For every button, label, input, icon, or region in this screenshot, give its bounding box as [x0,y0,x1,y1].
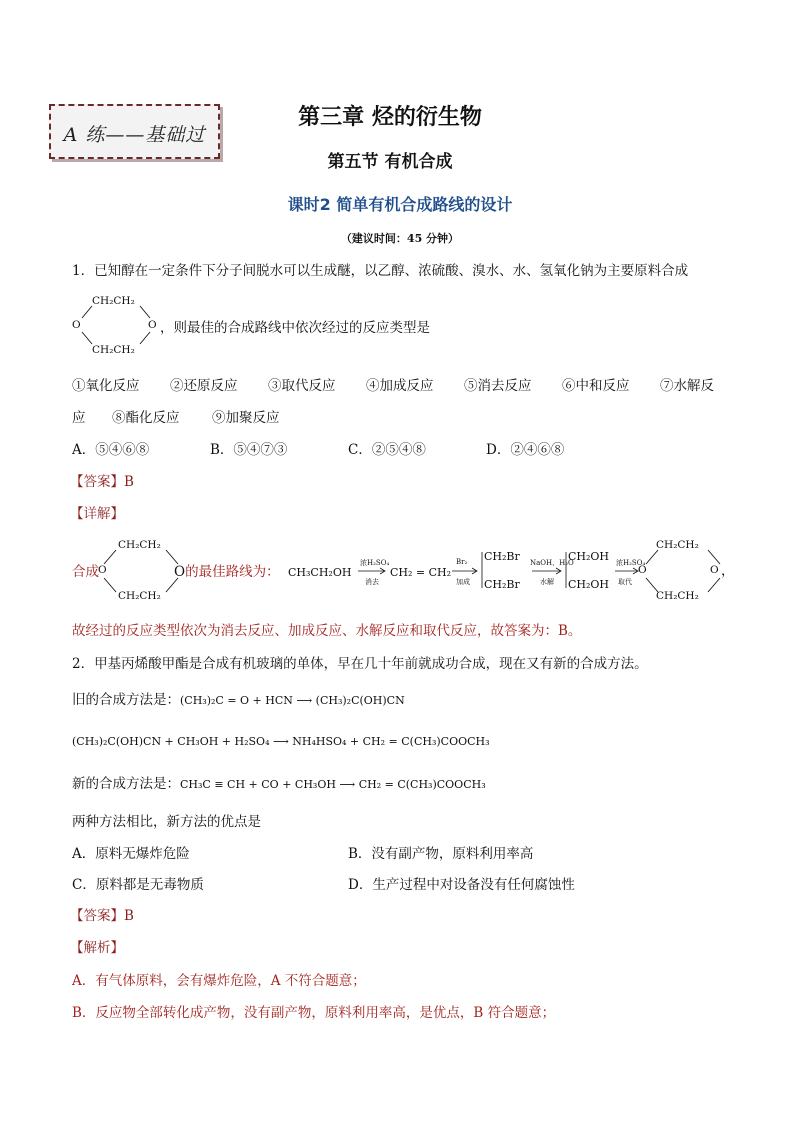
route-ethene: CH₂ = CH₂ [390,566,452,579]
arrow4-bot: 取代 [618,578,632,586]
reaction-item: ①氧化反应 [72,378,140,394]
arrow4-top: 浓H₂SO₄ [616,559,646,567]
q1-conclusion: 故经过的反应类型依次为消去反应、加成反应、水解反应和取代反应，故答案为：B。 [72,623,582,639]
arrow2-bot: 加成 [456,578,470,586]
route-end-comma: ， [721,563,735,579]
arrow4-icon [615,567,639,575]
reaction-item: ④加成反应 [366,378,434,394]
q2-option-a: A．原料无爆炸危险 [72,846,190,862]
route-prefix: 合成 [72,564,99,580]
option-a: A．⑤④⑥⑧ [72,442,150,458]
q1-ether-structure [70,292,160,362]
q2-old-eq2: (CH₃)₂C(OH)CN + CH₃OH + H₂SO₄ ⟶ NH₄HSO₄ + CH₂ = C(CH₃)COOCH₃ [72,735,490,748]
dibromo-top: CH₂Br [484,550,520,563]
arrow3-icon [532,567,562,575]
reaction-item: ⑨加聚反应 [212,410,280,426]
q2-new-method [72,775,486,794]
option-c: C．②⑤④⑧ [348,442,426,458]
reaction-item: ⑧酯化反应 [112,410,180,426]
arrow3-bot: 水解 [540,578,554,586]
reaction-item: ⑤消去反应 [464,378,532,394]
struct-top: CH₂CH₂ [92,295,135,307]
q2-option-b: B．没有副产物，原料利用率高 [348,846,534,862]
arrow2-icon [452,567,478,575]
suggested-time: （建议时间：45 分钟） [340,232,460,245]
arrow3-top: NaOH、H₂O [530,559,574,567]
route-start: CH₃CH₂OH [288,566,352,579]
struct-bottom: CH₂CH₂ [92,344,135,356]
reaction-item: ③取代反应 [268,378,336,394]
route-mid [174,563,280,581]
lesson-title: 课时2 简单有机合成路线的设计 [287,195,513,214]
q2-analysis-label: 【解析】 [70,940,124,956]
q2-stem: 2．甲基丙烯酸甲酯是合成有机玻璃的单体，早在几十年前就成功合成，现在又有新的合成方法。 [72,656,648,672]
chapter-title: 第三章 烃的衍生物 [298,105,482,130]
q2-new-eq: CH₃C ≡ CH + CO + CH₃OH ⟶ CH₂ = C(CH₃)COOCH₃ [180,778,486,791]
struct-bottom: CH₂CH₂ [118,590,161,602]
diol-bot: CH₂OH [568,578,610,591]
section-title: 第五节 有机合成 [327,152,453,172]
dibromo-bot: CH₂Br [484,578,520,591]
q2-old-method [72,691,405,710]
option-b: B．⑤④⑦③ [210,442,288,458]
q1-synthesis-route [70,536,760,608]
q1-stem-cont: ，则最佳的合成路线中依次经过的反应类型是 [160,320,430,336]
reaction-item: ⑥中和反应 [562,378,630,394]
q2-analysis-b: B．反应物全部转化成产物，没有副产物，原料利用率高，是优点，B 符合题意； [72,1005,556,1021]
q1-detail-label: 【详解】 [70,506,124,522]
struct-o-right: O [710,564,719,576]
q1-answer: 【答案】B [70,474,134,490]
badge-text: A 练——基础过 [63,124,206,146]
diol-top: CH₂OH [568,550,610,563]
arrow1-bot: 消去 [365,578,379,586]
q2-answer: 【答案】B [70,908,134,924]
q2-compare: 两种方法相比，新方法的优点是 [72,814,261,830]
route-mid-text: 的最佳路线为： [185,564,280,580]
struct-o-left: O [638,564,647,576]
q2-option-d: D．生产过程中对设备没有任何腐蚀性 [348,877,575,893]
section-badge [49,104,220,159]
q2-old-label: 旧的合成方法是： [72,692,180,708]
q2-new-label: 新的合成方法是： [72,776,180,792]
reaction-item: ⑦水解反 [660,378,714,394]
q2-old-eq1: (CH₃)₂C = O + HCN ⟶ (CH₃)₂C(OH)CN [180,694,405,707]
arrow1-icon [358,567,386,575]
struct-o-right: O [148,319,157,331]
struct-top: CH₂CH₂ [656,539,699,551]
struct-o-left: O [72,319,81,331]
q2-analysis-a: A．有气体原料，会有爆炸危险，A 不符合题意； [72,973,366,989]
struct-bottom: CH₂CH₂ [656,590,699,602]
arrow2-top: Br₂ [456,558,468,566]
q2-option-c: C．原料都是无毒物质 [72,877,204,893]
option-d: D．②④⑥⑧ [486,442,565,458]
struct-top: CH₂CH₂ [118,539,161,551]
struct-o-right: O [174,564,186,580]
reaction-item: 应 [72,410,86,426]
q1-stem: 1．已知醇在一定条件下分子间脱水可以生成醚，以乙醇、浓硫酸、溴水、水、氢氧化钠为主要原料合成 [72,263,689,279]
reaction-item: ②还原反应 [170,378,238,394]
arrow1-top: 浓H₂SO₄ [360,559,390,567]
struct-o-left: O [98,564,107,576]
